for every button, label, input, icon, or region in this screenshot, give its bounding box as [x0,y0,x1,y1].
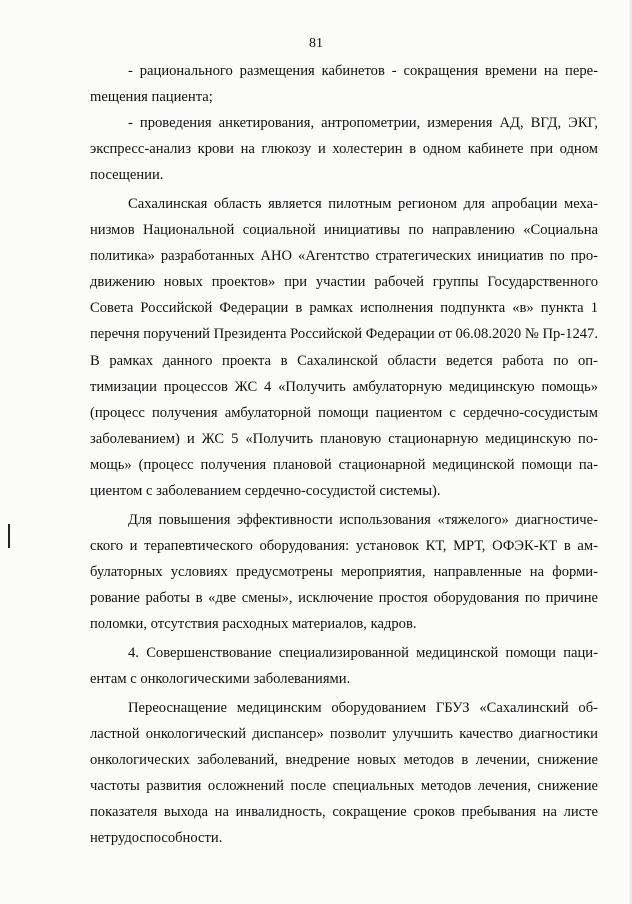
paragraph-screening: - проведения анкетирования, антропометрии, измерения АД, ВГД, ЭКГ, экспресс-анализ крови на глюкозу и холестерин в одном кабинете при одном посещении. [90,115,598,184]
paragraph-oncology-heading: 4. Совершенствование специализированной медицинской помощи пациентам с онкологическими заболеваниями. [90,645,598,688]
body-text [90,58,598,851]
scan-artifact-mark [8,524,10,548]
paragraph-heavy-equipment: Для повышения эффективности использования «тяжелого» диагностического и терапевтического оборудования: установок КТ, МРТ, ОФЭК-КТ в амбулаторных условиях предусмотрены мероприятия, направленные на формирование работы в «две смены», исключение простоя оборудования по причине поломки, отсутствия расходных материалов, кадров. [90,511,598,632]
paragraph-oncology-reequipment: Переоснащение медицинским оборудованием ГБУЗ «Сахалинский областной онкологический диспансер» позволит улучшить качество диагностики онкологических заболеваний, внедрение новых методов в лечении, снижение частоты развития осложнений после специальных методов лечения, снижение показателя выхода на инвалидность, сокращение сроков пребывания на листе нетрудоспособности. [90,700,598,847]
paragraph-pilot-region: Сахалинская область является пилотным регионом для апробации механизмов Национальной социальной инициативы по направлению «Социальна политика» разработанных АНО «Агентство стратегических инициатив по продвижению новых проектов» при участии рабочей группы Государственного Совета Российской Федерации в рамках исполнения подпункта «в» пункта 1 перечня поручений Президента Российской Федерации от 06.08.2020 № Пр-1247. В рамках данного проекта в Сахалинской области ведется работа по оптимизации процессов ЖС 4 «Получить амбулаторную медицинскую помощь» (процесс получения амбулаторной помощи пациентом с сердечно-сосудистым заболеванием) и ЖС 5 «Получить плановую стационарную медицинскую помощь» (процесс получения плановой стационарной медицинской помощи пациентом с заболеванием сердечно-сосудистой системы). [90,196,598,499]
paragraph-cabinet-placement: - рационального размещения кабинетов - сокращения времени на переmещения пациента; [90,63,598,106]
page-number: 81 [309,36,323,51]
